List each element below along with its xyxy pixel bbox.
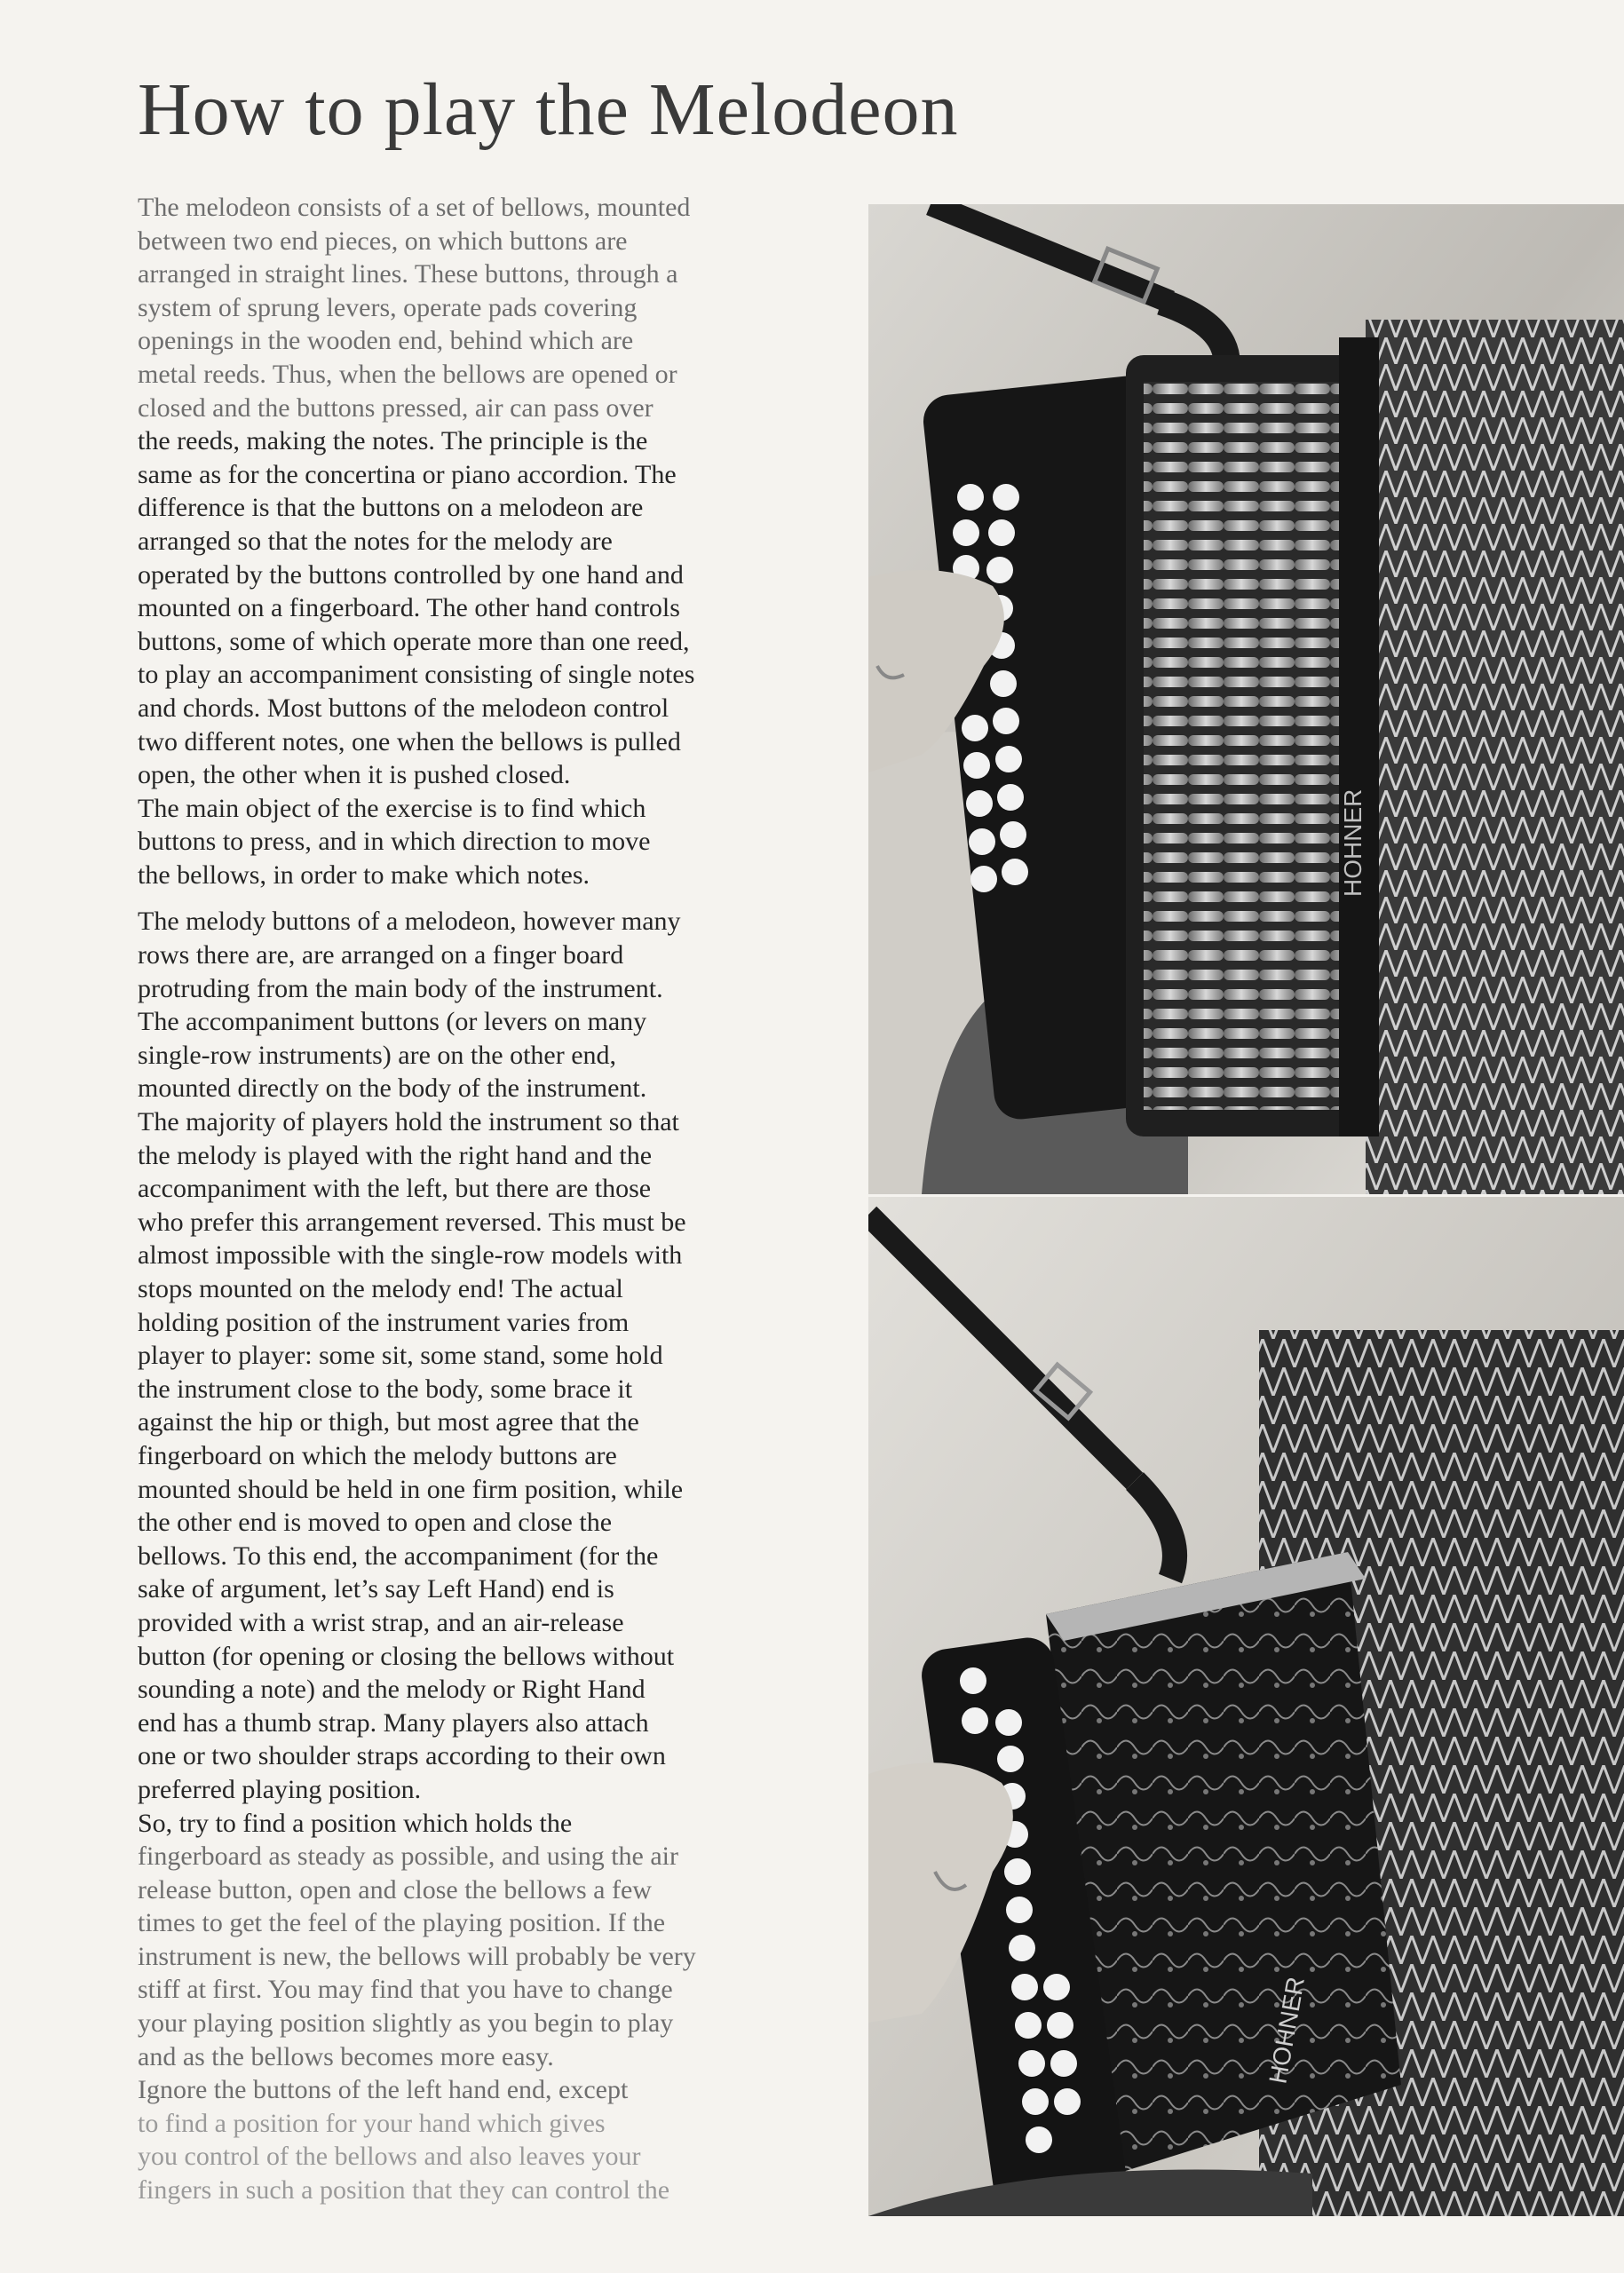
text-line: instrument is new, the bellows will probably be very bbox=[138, 1941, 696, 1971]
text-line: the bellows, in order to make which notes. bbox=[138, 859, 590, 890]
text-line: The accompaniment buttons (or levers on many bbox=[138, 1007, 647, 1037]
text-line: provided with a wrist strap, and an air-release bbox=[138, 1607, 624, 1637]
text-line: fingerboard as steady as possible, and using the air bbox=[138, 1841, 679, 1872]
text-line: arranged in straight lines. These buttons, through a bbox=[138, 259, 678, 289]
text-line: single-row instruments) are on the other end, bbox=[138, 1040, 617, 1070]
paragraph-gap bbox=[138, 891, 839, 905]
text-line: two different notes, one when the bellows is pulled bbox=[138, 726, 681, 756]
text-line: open, the other when it is pushed closed. bbox=[138, 760, 571, 790]
page-title: How to play the Melodeon bbox=[138, 68, 959, 151]
text-line: player to player: some sit, some stand, some hold bbox=[138, 1341, 663, 1371]
text-line: arranged so that the notes for the melody are bbox=[138, 526, 613, 556]
text-line: rows there are, are arranged on a finger board bbox=[138, 940, 624, 970]
text-line: operated by the buttons controlled by one hand and bbox=[138, 559, 684, 590]
photo-melodeon-side-image bbox=[868, 1197, 1624, 2216]
paragraph-intro bbox=[138, 191, 839, 891]
text-line: closed and the buttons pressed, air can pass over bbox=[138, 392, 654, 423]
text-line: accompaniment with the left, but there are those bbox=[138, 1174, 652, 1204]
text-line: button (for opening or closing the bellows without bbox=[138, 1641, 675, 1671]
text-line: against the hip or thigh, but most agree that the bbox=[138, 1407, 639, 1437]
text-line: preferred playing position. bbox=[138, 1774, 422, 1804]
text-line: stiff at first. You may find that you have to change bbox=[138, 1975, 673, 2005]
text-line: your playing position slightly as you begin to play bbox=[138, 2008, 674, 2039]
text-line: system of sprung levers, operate pads covering bbox=[138, 292, 638, 322]
brand-label-bottom: HOHNER bbox=[1264, 1975, 1310, 2087]
text-line: openings in the wooden end, behind which are bbox=[138, 326, 634, 356]
photo-melodeon-front-image bbox=[868, 204, 1624, 1194]
text-line: So, try to find a position which holds the bbox=[138, 1808, 573, 1838]
text-line: fingers in such a position that they can control the bbox=[138, 2175, 670, 2206]
text-line: between two end pieces, on which buttons are bbox=[138, 226, 628, 256]
text-line: to find a position for your hand which gives bbox=[138, 2108, 606, 2138]
text-line: buttons, some of which operate more than one reed, bbox=[138, 626, 690, 656]
text-line: end has a thumb strap. Many players also attach bbox=[138, 1707, 649, 1738]
text-line: metal reeds. Thus, when the bellows are opened or bbox=[138, 359, 677, 389]
text-line: buttons to press, and in which direction to move bbox=[138, 827, 651, 857]
photo-melodeon-side bbox=[868, 1197, 1624, 2216]
text-line: the reeds, making the notes. The principle is the bbox=[138, 426, 648, 456]
text-line: almost impossible with the single-row models with bbox=[138, 1240, 683, 1271]
text-line: sake of argument, let’s say Left Hand) end is bbox=[138, 1574, 614, 1604]
text-line: and chords. Most buttons of the melodeon control bbox=[138, 693, 669, 723]
text-line: mounted directly on the body of the instrument. bbox=[138, 1073, 647, 1104]
photo-melodeon-front bbox=[868, 204, 1624, 1194]
text-line: the other end is moved to open and close the bbox=[138, 1508, 613, 1538]
text-line: stops mounted on the melody end! The actual bbox=[138, 1274, 623, 1303]
text-line: who prefer this arrangement reversed. This must be bbox=[138, 1207, 686, 1237]
text-line: the instrument close to the body, some brace it bbox=[138, 1374, 633, 1404]
text-line: you control of the bellows and also leaves your bbox=[138, 2142, 641, 2172]
text-line: The melodeon consists of a set of bellows, mounted bbox=[138, 193, 691, 222]
text-line: sounding a note) and the melody or Right Hand bbox=[138, 1675, 646, 1705]
paragraph-holding bbox=[138, 905, 839, 2206]
text-line: The main object of the exercise is to find which bbox=[138, 793, 646, 823]
text-line: to play an accompaniment consisting of single notes bbox=[138, 660, 695, 690]
text-line: bellows. To this end, the accompaniment (for the bbox=[138, 1540, 659, 1571]
text-line: The majority of players hold the instrument so that bbox=[138, 1107, 679, 1137]
text-line: times to get the feel of the playing position. If the bbox=[138, 1908, 666, 1938]
text-line: Ignore the buttons of the left hand end, except bbox=[138, 2075, 629, 2105]
text-line: mounted on a fingerboard. The other hand controls bbox=[138, 593, 680, 623]
brand-label-top: HOHNER bbox=[1339, 788, 1367, 897]
text-line: holding position of the instrument varies from bbox=[138, 1307, 630, 1337]
text-line: release button, open and close the bellows a few bbox=[138, 1874, 652, 1905]
text-line: same as for the concertina or piano accordion. The bbox=[138, 459, 677, 489]
text-line: one or two shoulder straps according to their own bbox=[138, 1741, 666, 1771]
text-line: The melody buttons of a melodeon, however many bbox=[138, 907, 681, 937]
text-line: the melody is played with the right hand and the bbox=[138, 1140, 653, 1170]
text-line: mounted should be held in one firm position, while bbox=[138, 1474, 684, 1504]
text-line: fingerboard on which the melody buttons are bbox=[138, 1440, 617, 1470]
text-line: difference is that the buttons on a melodeon are bbox=[138, 493, 644, 523]
article-body bbox=[138, 191, 839, 2207]
text-line: and as the bellows becomes more easy. bbox=[138, 2041, 554, 2071]
text-line: protruding from the main body of the instrument. bbox=[138, 973, 663, 1003]
